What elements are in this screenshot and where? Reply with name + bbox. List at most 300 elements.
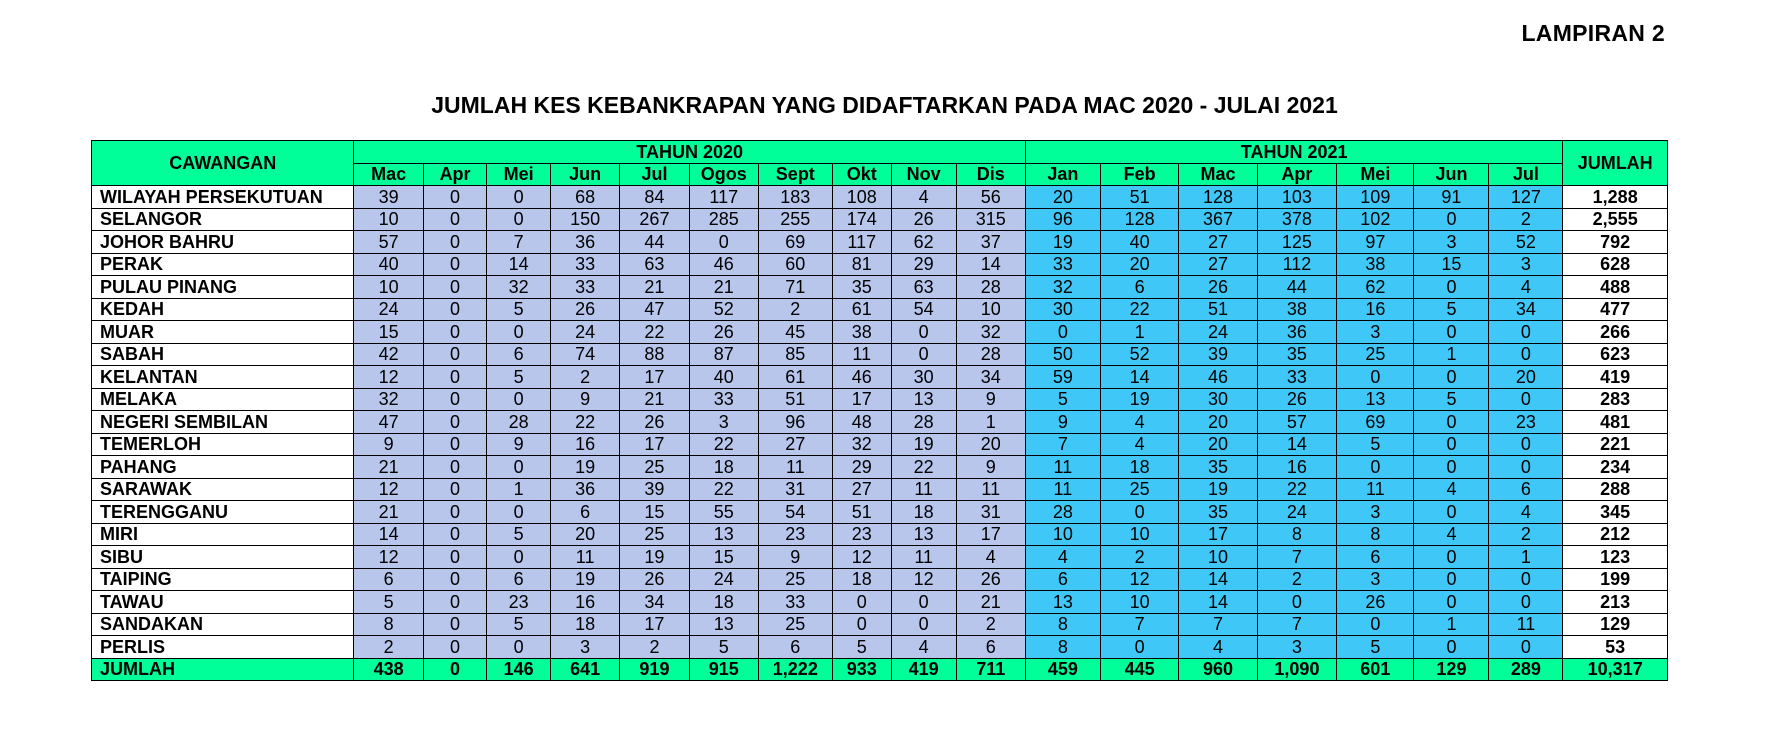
cell-2020: 69 [758,231,832,254]
cell-2021: 0 [1257,591,1337,614]
cell-2020: 0 [487,208,551,231]
branch-name: SARAWAK [92,478,354,501]
cell-2021: 3 [1337,568,1414,591]
cell-2020: 40 [689,366,758,389]
cell-2020: 21 [354,501,423,524]
cell-2021: 2 [1100,546,1178,569]
cell-2020: 32 [832,433,891,456]
month-header: Sept [758,163,832,186]
cell-2021: 6 [1025,568,1100,591]
cell-2021: 0 [1489,591,1563,614]
cell-2021: 1 [1414,343,1489,366]
cell-2021: 52 [1100,343,1178,366]
cell-2021: 22 [1100,298,1178,321]
cell-2021: 0 [1337,456,1414,479]
branch-name: SIBU [92,546,354,569]
cell-2020: 26 [891,208,956,231]
cell-2021: 24 [1179,321,1257,344]
cell-2021: 7 [1257,546,1337,569]
cell-2020: 25 [620,523,689,546]
branch-name: PAHANG [92,456,354,479]
cell-2020: 34 [620,591,689,614]
cell-2020: 46 [689,253,758,276]
cell-2020: 11 [891,478,956,501]
cell-2020: 33 [551,276,620,299]
cell-2021: 51 [1179,298,1257,321]
row-total: 221 [1563,433,1668,456]
cell-2021: 15 [1414,253,1489,276]
cell-2021: 97 [1337,231,1414,254]
cell-2020: 0 [891,321,956,344]
document-title: JUMLAH KES KEBANKRAPAN YANG DIDAFTARKAN PADA MAC 2020 - JULAI 2021 [431,92,1338,118]
cell-2020: 12 [354,366,423,389]
cell-2020: 5 [354,591,423,614]
cell-2020: 18 [689,456,758,479]
cell-2021: 378 [1257,208,1337,231]
cell-2021: 6 [1337,546,1414,569]
cell-2021: 6 [1100,276,1178,299]
row-total: 213 [1563,591,1668,614]
cell-2020: 16 [551,591,620,614]
cell-2020: 0 [487,546,551,569]
cell-2020: 21 [620,276,689,299]
cell-2020: 29 [832,456,891,479]
cell-2020: 33 [689,388,758,411]
cell-2020: 39 [354,186,423,209]
total-2021: 601 [1337,658,1414,681]
cell-2020: 48 [832,411,891,434]
cell-2021: 8 [1337,523,1414,546]
cell-2021: 11 [1025,456,1100,479]
cell-2020: 0 [487,388,551,411]
cell-2021: 11 [1025,478,1100,501]
cell-2020: 24 [689,568,758,591]
cell-2020: 9 [956,456,1025,479]
cell-2021: 4 [1489,276,1563,299]
cell-2020: 85 [758,343,832,366]
cell-2021: 0 [1414,568,1489,591]
cell-2020: 2 [758,298,832,321]
cell-2020: 117 [832,231,891,254]
table-row [92,478,1668,501]
cell-2021: 9 [1025,411,1100,434]
row-total: 1,288 [1563,186,1668,209]
cell-2020: 17 [832,388,891,411]
cell-2021: 19 [1179,478,1257,501]
total-2021: 289 [1489,658,1563,681]
cell-2020: 17 [620,613,689,636]
cell-2020: 2 [620,636,689,659]
table-row [92,366,1668,389]
table-body [92,186,1668,659]
cell-2020: 27 [758,433,832,456]
cell-2020: 44 [620,231,689,254]
cell-2021: 7 [1025,433,1100,456]
cell-2020: 15 [620,501,689,524]
table-row [92,568,1668,591]
cell-2021: 8 [1025,636,1100,659]
cell-2020: 16 [551,433,620,456]
cell-2020: 0 [423,366,487,389]
total-2020: 933 [832,658,891,681]
cell-2020: 0 [487,321,551,344]
cell-2020: 19 [891,433,956,456]
cell-2020: 22 [689,478,758,501]
row-total: 419 [1563,366,1668,389]
cell-2021: 25 [1337,343,1414,366]
cell-2021: 0 [1414,366,1489,389]
cell-2021: 96 [1025,208,1100,231]
row-total: 283 [1563,388,1668,411]
row-total: 288 [1563,478,1668,501]
cell-2021: 0 [1489,388,1563,411]
total-2021: 1,090 [1257,658,1337,681]
cell-2021: 0 [1489,636,1563,659]
cell-2020: 24 [354,298,423,321]
cell-2021: 69 [1337,411,1414,434]
cell-2020: 0 [891,591,956,614]
cell-2020: 2 [551,366,620,389]
cell-2021: 57 [1257,411,1337,434]
row-total: 623 [1563,343,1668,366]
branch-name: NEGERI SEMBILAN [92,411,354,434]
cell-2020: 13 [891,523,956,546]
total-2021: 445 [1100,658,1178,681]
cell-2021: 2 [1257,568,1337,591]
cell-2020: 24 [551,321,620,344]
cell-2020: 285 [689,208,758,231]
cell-2020: 28 [956,276,1025,299]
cell-2020: 0 [423,411,487,434]
cell-2021: 59 [1025,366,1100,389]
cell-2021: 32 [1025,276,1100,299]
cell-2020: 88 [620,343,689,366]
cell-2021: 0 [1414,411,1489,434]
cell-2021: 7 [1100,613,1178,636]
table-row [92,523,1668,546]
cell-2020: 84 [620,186,689,209]
total-2020: 0 [423,658,487,681]
table-row [92,298,1668,321]
cell-2021: 0 [1414,456,1489,479]
cell-2021: 62 [1337,276,1414,299]
cell-2021: 0 [1414,433,1489,456]
cell-2020: 22 [891,456,956,479]
cell-2020: 42 [354,343,423,366]
cell-2021: 25 [1100,478,1178,501]
cell-2021: 30 [1025,298,1100,321]
cell-2021: 20 [1025,186,1100,209]
table-row [92,433,1668,456]
cell-2021: 10 [1100,523,1178,546]
month-header: Mei [1337,163,1414,186]
cell-2021: 1 [1489,546,1563,569]
cell-2020: 6 [551,501,620,524]
branch-name: SELANGOR [92,208,354,231]
row-total: 488 [1563,276,1668,299]
total-2021: 459 [1025,658,1100,681]
branch-name: KEDAH [92,298,354,321]
cell-2021: 0 [1489,456,1563,479]
cell-2021: 28 [1025,501,1100,524]
branch-name: JOHOR BAHRU [92,231,354,254]
table-row [92,343,1668,366]
cell-2020: 5 [487,298,551,321]
cell-2020: 0 [423,388,487,411]
cell-2021: 0 [1337,613,1414,636]
cell-2020: 0 [832,591,891,614]
branch-name: TAIPING [92,568,354,591]
table-row [92,591,1668,614]
cell-2020: 21 [956,591,1025,614]
cell-2020: 18 [832,568,891,591]
cell-2021: 5 [1025,388,1100,411]
cell-2020: 0 [891,343,956,366]
cell-2021: 0 [1337,366,1414,389]
cell-2020: 0 [487,456,551,479]
cell-2021: 22 [1257,478,1337,501]
branch-name: PULAU PINANG [92,276,354,299]
cell-2020: 46 [832,366,891,389]
cell-2020: 0 [423,568,487,591]
month-header: Jul [1489,163,1563,186]
cell-2020: 57 [354,231,423,254]
cell-2021: 10 [1100,591,1178,614]
cell-2020: 315 [956,208,1025,231]
cell-2020: 35 [832,276,891,299]
cell-2020: 3 [551,636,620,659]
cell-2021: 14 [1257,433,1337,456]
month-header: Mei [487,163,551,186]
cell-2021: 50 [1025,343,1100,366]
cell-2020: 0 [487,636,551,659]
cell-2020: 19 [620,546,689,569]
cell-2021: 5 [1414,298,1489,321]
cell-2021: 38 [1257,298,1337,321]
total-row-label: JUMLAH [92,658,354,681]
year-2021-header: TAHUN 2021 [1025,141,1562,164]
cell-2020: 13 [689,523,758,546]
cell-2021: 367 [1179,208,1257,231]
cell-2021: 0 [1100,501,1178,524]
row-total: 345 [1563,501,1668,524]
branch-name: SABAH [92,343,354,366]
cell-2021: 18 [1100,456,1178,479]
cell-2020: 17 [956,523,1025,546]
cell-2021: 2 [1489,208,1563,231]
cell-2021: 16 [1337,298,1414,321]
cell-2021: 30 [1179,388,1257,411]
cell-2020: 9 [487,433,551,456]
table-row [92,501,1668,524]
cell-2020: 18 [891,501,956,524]
cell-2021: 7 [1257,613,1337,636]
branch-name: TEMERLOH [92,433,354,456]
cell-2021: 20 [1179,433,1257,456]
cell-2020: 19 [551,456,620,479]
branch-name: PERAK [92,253,354,276]
cell-2020: 28 [891,411,956,434]
table-row [92,388,1668,411]
month-header: Mac [354,163,423,186]
cell-2020: 5 [832,636,891,659]
cell-2020: 0 [423,546,487,569]
cell-2020: 9 [354,433,423,456]
cell-2020: 11 [956,478,1025,501]
row-total: 234 [1563,456,1668,479]
cell-2020: 0 [423,591,487,614]
cell-2021: 26 [1257,388,1337,411]
row-total: 628 [1563,253,1668,276]
table-row [92,321,1668,344]
cell-2021: 4 [1100,411,1178,434]
cell-2021: 0 [1489,321,1563,344]
cell-2021: 27 [1179,231,1257,254]
table-row [92,276,1668,299]
cell-2021: 0 [1414,546,1489,569]
cell-2020: 0 [891,613,956,636]
cell-2020: 12 [891,568,956,591]
cell-2021: 26 [1179,276,1257,299]
cell-2020: 29 [891,253,956,276]
cell-2020: 3 [689,411,758,434]
cell-2020: 2 [354,636,423,659]
cell-2020: 183 [758,186,832,209]
cell-2020: 21 [354,456,423,479]
cell-2021: 33 [1025,253,1100,276]
cell-2020: 13 [891,388,956,411]
row-total: 199 [1563,568,1668,591]
cell-2021: 3 [1337,321,1414,344]
cell-2020: 174 [832,208,891,231]
month-header: Ogos [689,163,758,186]
cell-2020: 38 [832,321,891,344]
cell-2021: 35 [1179,456,1257,479]
cell-2020: 0 [487,501,551,524]
cell-2021: 0 [1414,321,1489,344]
cell-2020: 12 [354,478,423,501]
cell-2020: 8 [354,613,423,636]
cell-2021: 4 [1179,636,1257,659]
table-row [92,613,1668,636]
cell-2021: 26 [1337,591,1414,614]
branch-name: KELANTAN [92,366,354,389]
cell-2021: 13 [1337,388,1414,411]
cell-2021: 35 [1257,343,1337,366]
cell-2020: 12 [832,546,891,569]
branch-name: MELAKA [92,388,354,411]
bankruptcy-cases-table [91,140,1668,681]
total-2020: 915 [689,658,758,681]
cell-2020: 87 [689,343,758,366]
total-column-header: JUMLAH [1563,141,1668,186]
row-total: 123 [1563,546,1668,569]
cell-2021: 128 [1100,208,1178,231]
cell-2020: 32 [354,388,423,411]
cell-2021: 4 [1100,433,1178,456]
cell-2021: 27 [1179,253,1257,276]
cell-2020: 26 [689,321,758,344]
cell-2020: 0 [423,523,487,546]
cell-2021: 7 [1179,613,1257,636]
cell-2021: 3 [1337,501,1414,524]
cell-2021: 5 [1414,388,1489,411]
cell-2020: 11 [758,456,832,479]
cell-2020: 6 [354,568,423,591]
cell-2020: 25 [758,568,832,591]
cell-2020: 40 [354,253,423,276]
total-row [92,658,1668,681]
cell-2021: 103 [1257,186,1337,209]
cell-2020: 25 [758,613,832,636]
cell-2021: 39 [1179,343,1257,366]
cell-2020: 54 [758,501,832,524]
cell-2020: 4 [891,186,956,209]
cell-2021: 3 [1414,231,1489,254]
cell-2020: 33 [758,591,832,614]
cell-2020: 22 [689,433,758,456]
table-row [92,253,1668,276]
cell-2020: 4 [956,546,1025,569]
cell-2021: 8 [1257,523,1337,546]
cell-2021: 128 [1179,186,1257,209]
cell-2020: 108 [832,186,891,209]
cell-2021: 20 [1179,411,1257,434]
cell-2021: 33 [1257,366,1337,389]
cell-2020: 6 [487,343,551,366]
cell-2021: 1 [1414,613,1489,636]
cell-2020: 31 [956,501,1025,524]
month-header: Jul [620,163,689,186]
cell-2020: 14 [956,253,1025,276]
cell-2020: 0 [487,186,551,209]
total-2021: 129 [1414,658,1489,681]
month-header: Mac [1179,163,1257,186]
cell-2020: 19 [551,568,620,591]
cell-2021: 14 [1100,366,1178,389]
cell-2021: 24 [1257,501,1337,524]
table-row [92,208,1668,231]
cell-2020: 5 [487,523,551,546]
cell-2021: 125 [1257,231,1337,254]
table-row [92,411,1668,434]
row-total: 792 [1563,231,1668,254]
cell-2021: 52 [1489,231,1563,254]
cell-2020: 30 [891,366,956,389]
cell-2020: 28 [487,411,551,434]
cell-2020: 0 [423,321,487,344]
cell-2020: 61 [832,298,891,321]
branch-name: MUAR [92,321,354,344]
cell-2020: 31 [758,478,832,501]
cell-2021: 0 [1489,433,1563,456]
cell-2020: 10 [956,298,1025,321]
cell-2020: 21 [620,388,689,411]
cell-2021: 35 [1179,501,1257,524]
month-header: Dis [956,163,1025,186]
cell-2020: 5 [487,366,551,389]
cell-2021: 6 [1489,478,1563,501]
cell-2020: 5 [487,613,551,636]
cell-2020: 6 [487,568,551,591]
row-total: 266 [1563,321,1668,344]
cell-2021: 20 [1100,253,1178,276]
cell-2021: 20 [1489,366,1563,389]
cell-2021: 0 [1489,568,1563,591]
cell-2021: 3 [1257,636,1337,659]
cell-2020: 17 [620,433,689,456]
cell-2021: 4 [1489,501,1563,524]
